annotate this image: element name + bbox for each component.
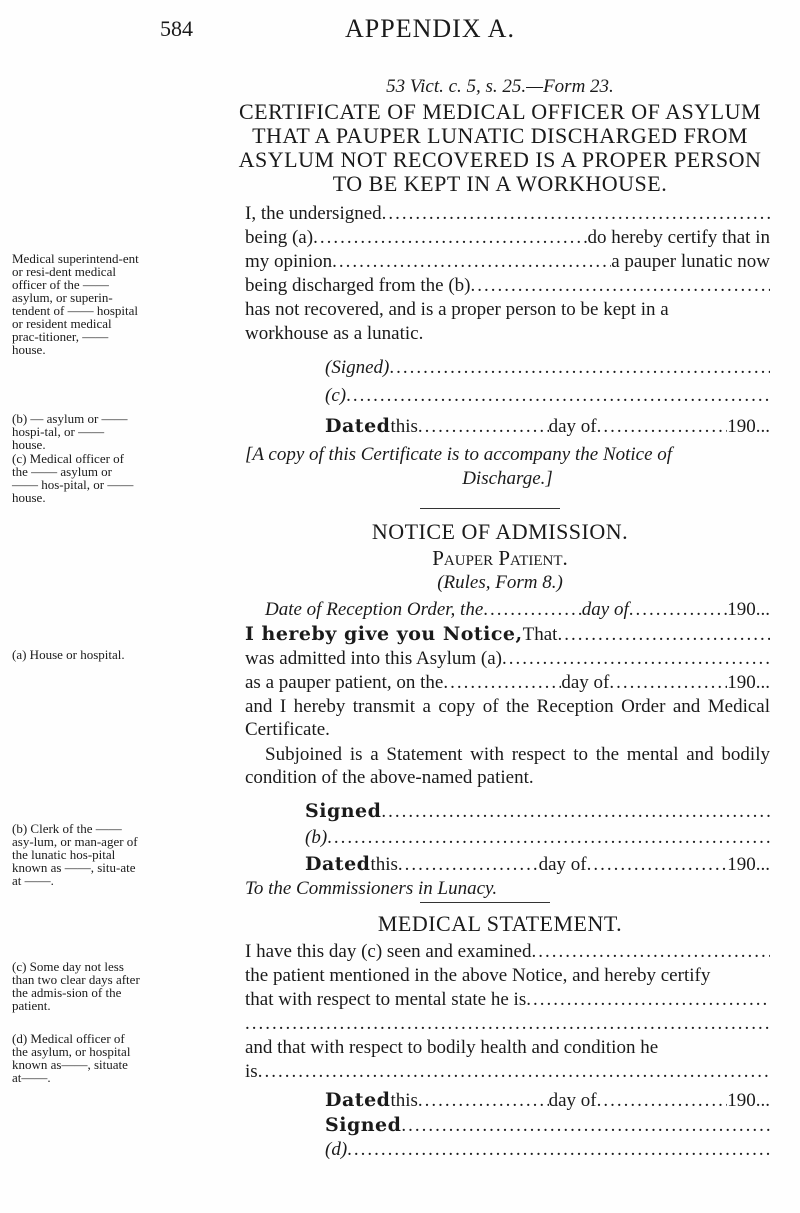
notice-give: I hereby give you Notice, That ..... — [245, 622, 770, 647]
page-number: 584 — [160, 16, 193, 41]
running-header: APPENDIX A. — [345, 14, 515, 43]
notice-reception: Date of Reception Order, the ..... day of ..... 190... — [245, 598, 770, 622]
form23-c: (c) ..... — [245, 384, 770, 408]
medical-line: I have this day (c) seen and examined ..... — [245, 940, 770, 964]
margin-note: (b) Clerk of the —— asy-lum, or man-ager of the lunatic hos-pital known as ——, situ-ate at ——. — [12, 821, 138, 888]
notice-b: (b) ..... — [245, 826, 770, 850]
medical-line — [245, 1012, 770, 1036]
notice-signed: Signed ..... — [245, 799, 770, 824]
medical-signed: Signed ..... — [245, 1113, 770, 1138]
notice-heading: NOTICE OF ADMISSION. — [371, 519, 629, 544]
form23-line: being (a) ..... do hereby certify that in — [245, 226, 770, 250]
notice-pauper: as a pauper patient, on the ..... day of ..... 190... — [245, 671, 770, 695]
form23-heading-4: TO BE KEPT IN A WORKHOUSE. — [332, 171, 668, 196]
medical-d: (d) ..... — [245, 1138, 770, 1162]
medical-heading: MEDICAL STATEMENT. — [377, 911, 623, 936]
margin-note: (c) Medical officer of the —— asylum or —— hos-pital, or —— house. — [12, 451, 134, 505]
notice-transmit: and I hereby transmit a copy of the Reception Order and Medical Certificate. — [245, 696, 770, 740]
medical-dated: Dated this ..... day of ..... 190... — [245, 1088, 770, 1113]
notice-admitted: was admitted into this Asylum (a) ..... — [245, 647, 770, 671]
form23-line: has not recovered, and is a proper person to be kept in a — [245, 299, 669, 320]
medical-line: that with respect to mental state he is ..... — [245, 988, 770, 1012]
form23-body — [245, 202, 770, 491]
notice-dated: Dated this ..... day of ..... 190... — [245, 852, 770, 877]
form23-heading-2: THAT A PAUPER LUNATIC DISCHARGED FROM — [252, 123, 748, 148]
form23-dated: Dated this ..... day of ..... 190... — [245, 414, 770, 439]
margin-note: Medical superintend-ent or resi-dent medical officer of the —— asylum, or superin-tendent of —— hospital or resident medical prac-titioner, —— house. — [12, 251, 139, 357]
notice-subheading: Pauper Patient. — [432, 546, 568, 570]
form23-copy-note: [A copy of this Certificate is to accompany the Notice of — [245, 444, 673, 465]
form23-line: my opinion ..... a pauper lunatic now — [245, 250, 770, 274]
margin-note: (d) Medical officer of the asylum, or hospital known as——, situate at——. — [12, 1031, 131, 1085]
margin-note: (a) House or hospital. — [12, 647, 125, 662]
notice-commissioners: To the Commissioners in Lunacy. — [245, 878, 498, 899]
section-divider — [420, 902, 550, 903]
medical-line: and that with respect to bodily health and condition he — [245, 1037, 659, 1058]
margin-note: (b) — asylum or —— hospi-tal, or —— house. — [12, 411, 128, 452]
medical-line: the patient mentioned in the above Notice, and hereby certify — [245, 965, 711, 986]
form23-copy-note-2: Discharge.] — [462, 468, 553, 489]
form23-signed: (Signed) ..... — [245, 356, 770, 380]
form23-line: being discharged from the (b) ..... — [245, 274, 770, 298]
notice-body — [245, 598, 770, 901]
form23-line: workhouse as a lunatic. — [245, 323, 424, 344]
margin-note: (c) Some day not less than two clear days after the admis-sion of the patient. — [12, 959, 140, 1013]
form23-line: I, the undersigned ..... — [245, 202, 770, 226]
notice-rules: (Rules, Form 8.) — [437, 572, 563, 593]
statute-citation: 53 Vict. c. 5, s. 25.—Form 23. — [386, 76, 614, 97]
medical-line: is ..... — [245, 1060, 770, 1084]
form23-heading-1: CERTIFICATE OF MEDICAL OFFICER OF ASYLUM — [238, 99, 762, 124]
form23-heading-3: ASYLUM NOT RECOVERED IS A PROPER PERSON — [238, 147, 762, 172]
medical-body — [245, 940, 770, 1162]
section-divider — [420, 508, 560, 509]
notice-subjoined: Subjoined is a Statement with respect to the mental and bodily condition of the above-named patient. — [245, 744, 770, 788]
